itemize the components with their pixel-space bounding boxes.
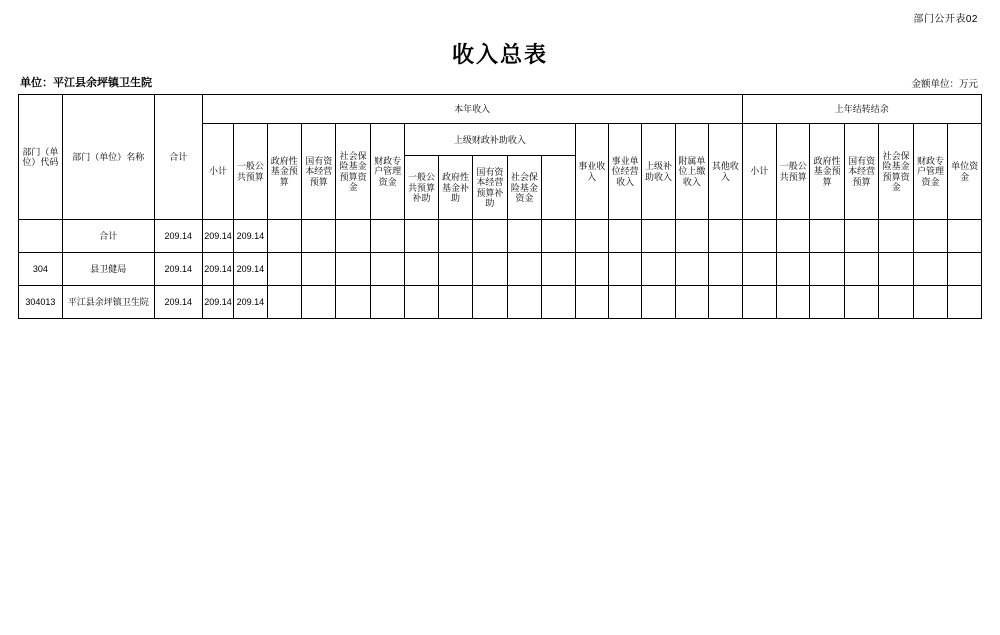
cell-ly-unit-capital bbox=[948, 220, 982, 253]
unit-label: 单位：平江县余坪镇卫生院 bbox=[20, 77, 152, 89]
header-upper-general-public: 一般公共预算补助 bbox=[405, 156, 438, 220]
cell-cy-fiscal-special bbox=[370, 220, 404, 253]
cell-ly-social-insurance bbox=[879, 220, 913, 253]
cell-total: 209.14 bbox=[154, 220, 202, 253]
cell-up-gov-fund bbox=[438, 220, 472, 253]
cell-ly-unit-capital bbox=[948, 253, 982, 286]
cell-up-state-capital bbox=[473, 286, 507, 319]
cell-cy-gov-fund bbox=[267, 220, 301, 253]
cell-up-state-capital bbox=[473, 220, 507, 253]
cell-ly-state-capital bbox=[844, 220, 878, 253]
cell-up-blank bbox=[542, 220, 575, 253]
header-cy-state-capital-budget: 国有资本经营预算 bbox=[301, 124, 335, 220]
cell-ly-state-capital bbox=[844, 286, 878, 319]
table-row bbox=[19, 286, 982, 319]
cell-ly-fiscal-special bbox=[913, 253, 947, 286]
cell-superior-subsidy bbox=[642, 220, 675, 253]
header-upper-fiscal-subsidy: 上级财政补助收入 bbox=[405, 124, 575, 156]
header-cy-subtotal: 小计 bbox=[202, 124, 233, 220]
table-row bbox=[19, 253, 982, 286]
cell-up-gov-fund bbox=[438, 286, 472, 319]
cell-ly-social-insurance bbox=[879, 286, 913, 319]
cell-ly-state-capital bbox=[844, 253, 878, 286]
cell-cy-social-insurance bbox=[336, 286, 370, 319]
cell-ly-general-public bbox=[777, 253, 810, 286]
cell-ly-gov-fund bbox=[810, 253, 844, 286]
header-ly-gov-fund-budget: 政府性基金预算 bbox=[810, 124, 844, 220]
cell-dept-code bbox=[19, 220, 63, 253]
header-affiliated-unit-income: 附属单位上缴收入 bbox=[675, 124, 708, 220]
amount-unit-label: 金额单位：万元 bbox=[911, 79, 978, 90]
cell-dept-code: 304013 bbox=[19, 286, 63, 319]
header-cy-social-insurance-budget: 社会保险基金预算资金 bbox=[336, 124, 370, 220]
cell-cy-state-capital bbox=[301, 253, 335, 286]
header-upper-social-insurance: 社会保险基金资金 bbox=[507, 156, 541, 220]
header-total: 合计 bbox=[154, 95, 202, 220]
table-row bbox=[19, 220, 982, 253]
header-ly-state-capital-budget: 国有资本经营预算 bbox=[844, 124, 878, 220]
cell-cy-state-capital bbox=[301, 220, 335, 253]
cell-cy-fiscal-special bbox=[370, 253, 404, 286]
cell-up-gov-fund bbox=[438, 253, 472, 286]
cell-ly-general-public bbox=[777, 286, 810, 319]
page-title: 收入总表 bbox=[451, 42, 548, 68]
cell-cy-subtotal: 209.14 bbox=[202, 220, 233, 253]
cell-undertaking-business bbox=[608, 286, 641, 319]
cell-other-income bbox=[709, 286, 742, 319]
cell-dept-name: 县卫健局 bbox=[62, 253, 154, 286]
cell-affiliated-unit bbox=[675, 220, 708, 253]
cell-ly-general-public bbox=[777, 220, 810, 253]
header-undertaking-income: 事业收入 bbox=[575, 124, 608, 220]
cell-dept-name: 合计 bbox=[62, 220, 154, 253]
cell-up-blank bbox=[542, 286, 575, 319]
cell-superior-subsidy bbox=[642, 253, 675, 286]
cell-up-social-insurance bbox=[507, 220, 541, 253]
cell-up-general bbox=[405, 286, 438, 319]
cell-cy-state-capital bbox=[301, 286, 335, 319]
header-last-year-carryover: 上年结转结余 bbox=[742, 95, 981, 124]
cell-undertaking-income bbox=[575, 286, 608, 319]
cell-up-general bbox=[405, 220, 438, 253]
cell-undertaking-business bbox=[608, 220, 641, 253]
cell-ly-gov-fund bbox=[810, 220, 844, 253]
cell-ly-gov-fund bbox=[810, 286, 844, 319]
cell-superior-subsidy bbox=[642, 286, 675, 319]
cell-up-social-insurance bbox=[507, 286, 541, 319]
cell-undertaking-income bbox=[575, 253, 608, 286]
cell-undertaking-business bbox=[608, 253, 641, 286]
cell-cy-social-insurance bbox=[336, 220, 370, 253]
cell-up-general bbox=[405, 253, 438, 286]
cell-cy-gov-fund bbox=[267, 253, 301, 286]
header-upper-blank bbox=[542, 156, 575, 220]
cell-ly-unit-capital bbox=[948, 286, 982, 319]
header-ly-fiscal-special-account: 财政专户管理资金 bbox=[913, 124, 947, 220]
income-summary-table bbox=[18, 94, 982, 319]
cell-cy-subtotal: 209.14 bbox=[202, 253, 233, 286]
cell-ly-fiscal-special bbox=[913, 286, 947, 319]
cell-cy-subtotal: 209.14 bbox=[202, 286, 233, 319]
cell-other-income bbox=[709, 253, 742, 286]
cell-ly-fiscal-special bbox=[913, 220, 947, 253]
cell-total: 209.14 bbox=[154, 286, 202, 319]
header-ly-unit-capital: 单位资金 bbox=[948, 124, 982, 220]
table-header-row-1 bbox=[19, 95, 982, 124]
document-code: 部门公开表02 bbox=[913, 14, 978, 25]
cell-undertaking-income bbox=[575, 220, 608, 253]
header-cy-fiscal-special-account: 财政专户管理资金 bbox=[370, 124, 404, 220]
header-upper-gov-fund: 政府性基金补助 bbox=[438, 156, 472, 220]
header-undertaking-business-income: 事业单位经营收入 bbox=[608, 124, 641, 220]
table-body bbox=[19, 220, 982, 319]
header-dept-name: 部门（单位）名称 bbox=[62, 95, 154, 220]
cell-ly-social-insurance bbox=[879, 253, 913, 286]
cell-affiliated-unit bbox=[675, 253, 708, 286]
header-current-year-income: 本年收入 bbox=[202, 95, 742, 124]
header-ly-social-insurance-fund: 社会保险基金预算资金 bbox=[879, 124, 913, 220]
header-other-income: 其他收入 bbox=[709, 124, 742, 220]
header-cy-gov-fund-budget: 政府性基金预算 bbox=[267, 124, 301, 220]
cell-cy-general-public: 209.14 bbox=[234, 253, 267, 286]
cell-other-income bbox=[709, 220, 742, 253]
cell-total: 209.14 bbox=[154, 253, 202, 286]
header-dept-code: 部门（单位）代码 bbox=[19, 95, 63, 220]
cell-cy-fiscal-special bbox=[370, 286, 404, 319]
cell-cy-general-public: 209.14 bbox=[234, 286, 267, 319]
cell-up-blank bbox=[542, 253, 575, 286]
cell-cy-gov-fund bbox=[267, 286, 301, 319]
cell-cy-general-public: 209.14 bbox=[234, 220, 267, 253]
cell-cy-social-insurance bbox=[336, 253, 370, 286]
cell-up-social-insurance bbox=[507, 253, 541, 286]
cell-dept-name: 平江县余坪镇卫生院 bbox=[62, 286, 154, 319]
header-cy-general-public-budget: 一般公共预算 bbox=[234, 124, 267, 220]
header-ly-general-public-budget: 一般公共预算 bbox=[777, 124, 810, 220]
cell-up-state-capital bbox=[473, 253, 507, 286]
cell-dept-code: 304 bbox=[19, 253, 63, 286]
header-superior-subsidy-income: 上级补助收入 bbox=[642, 124, 675, 220]
cell-ly-subtotal bbox=[742, 253, 776, 286]
header-ly-subtotal: 小计 bbox=[742, 124, 776, 220]
header-upper-state-capital: 国有资本经营预算补助 bbox=[473, 156, 507, 220]
cell-ly-subtotal bbox=[742, 220, 776, 253]
cell-ly-subtotal bbox=[742, 286, 776, 319]
cell-affiliated-unit bbox=[675, 286, 708, 319]
